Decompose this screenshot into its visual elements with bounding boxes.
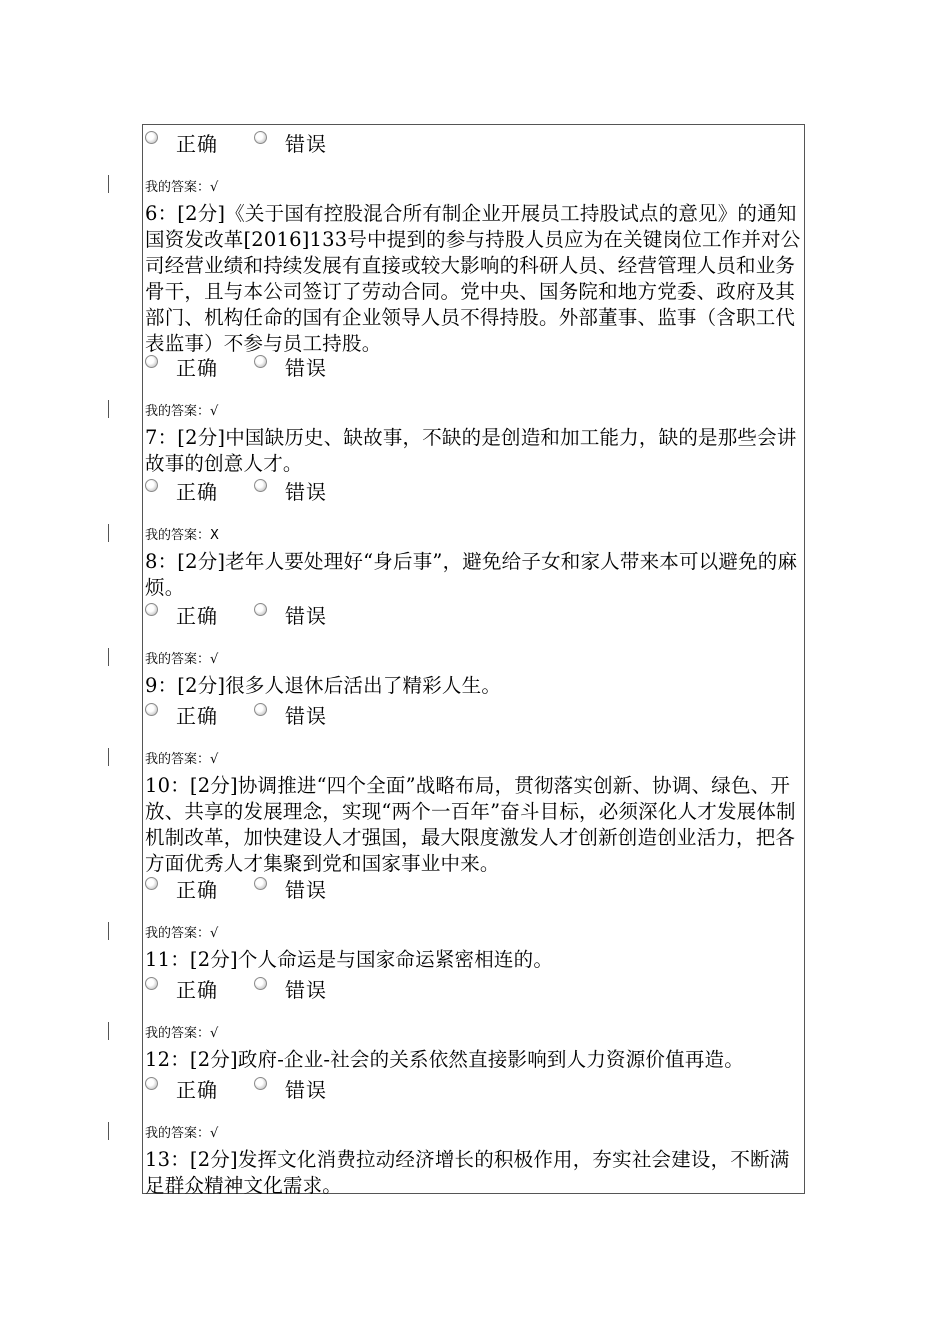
radio-wrong-6[interactable] bbox=[254, 355, 267, 368]
my-answer-11: 我的答案：√ bbox=[145, 1026, 219, 1041]
margin-mark bbox=[108, 648, 109, 666]
radio-wrong-5[interactable] bbox=[254, 131, 267, 144]
radio-correct-6[interactable] bbox=[145, 355, 158, 368]
radio-wrong-8[interactable] bbox=[254, 603, 267, 616]
quiz-frame bbox=[142, 124, 805, 1197]
options-row-6: 正确 错误 bbox=[145, 351, 363, 381]
radio-correct-7[interactable] bbox=[145, 479, 158, 492]
question-8: 8：[2分]老年人要处理好“身后事”，避免给子女和家人带来本可以避免的麻烦。 bbox=[145, 550, 798, 599]
option-label-wrong: 错误 bbox=[285, 131, 327, 156]
radio-wrong-9[interactable] bbox=[254, 703, 267, 716]
radio-correct-9[interactable] bbox=[145, 703, 158, 716]
options-row-7: 正确 错误 bbox=[145, 475, 363, 505]
my-answer-10: 我的答案：√ bbox=[145, 926, 219, 941]
question-12: 12：[2分]政府-企业-社会的关系依然直接影响到人力资源价值再造。 bbox=[145, 1048, 744, 1071]
question-6: 6：[2分]《关于国有控股混合所有制企业开展员工持股试点的意见》的通知 国资发改革[2016]133号中提到的参与持股人员应为在关键岗位工作并对公司经营业绩和持续发展有直接或较大影响的科研人员、经营管理人员和业务骨干，且与本公司签订了劳动合同。党中央、国务院和地方党委、政府及其部门、机构任命的国有企业领导人员不得持股。外部董事、监事（含职工代表监事）不参与员工持股。 bbox=[145, 202, 803, 355]
options-row-8: 正确 错误 bbox=[145, 599, 363, 629]
my-answer-7: 我的答案：X bbox=[145, 528, 219, 543]
radio-wrong-7[interactable] bbox=[254, 479, 267, 492]
radio-wrong-12[interactable] bbox=[254, 1077, 267, 1090]
margin-mark bbox=[108, 1122, 109, 1140]
radio-correct-8[interactable] bbox=[145, 603, 158, 616]
margin-mark bbox=[108, 524, 109, 542]
radio-wrong-11[interactable] bbox=[254, 977, 267, 990]
my-answer-6: 我的答案：√ bbox=[145, 404, 219, 419]
radio-correct-10[interactable] bbox=[145, 877, 158, 890]
options-row-5 bbox=[145, 127, 363, 157]
margin-mark bbox=[108, 175, 109, 193]
radio-correct-11[interactable] bbox=[145, 977, 158, 990]
margin-mark bbox=[108, 922, 109, 940]
options-row-12: 正确 错误 bbox=[145, 1073, 363, 1103]
margin-mark bbox=[108, 400, 109, 418]
radio-correct-12[interactable] bbox=[145, 1077, 158, 1090]
options-row-9: 正确 错误 bbox=[145, 699, 363, 729]
question-10: 10：[2分]协调推进“四个全面”战略布局，贯彻落实创新、协调、绿色、开放、共享的发展理念，实现“两个一百年”奋斗目标，必须深化人才发展体制机制改革，加快建设人才强国，最大限度激发人才创新创造创业活力，把各方面优秀人才集聚到党和国家事业中来。 bbox=[145, 774, 796, 875]
options-row-10: 正确 错误 bbox=[145, 873, 363, 903]
margin-mark bbox=[108, 1022, 109, 1040]
my-answer-9: 我的答案：√ bbox=[145, 752, 219, 767]
margin-mark bbox=[108, 748, 109, 766]
radio-wrong-10[interactable] bbox=[254, 877, 267, 890]
option-label-correct: 正确 bbox=[176, 131, 218, 156]
my-answer-5: 我的答案：√ bbox=[145, 180, 219, 195]
question-13: 13：[2分]发挥文化消费拉动经济增长的积极作用，夯实社会建设，不断满足群众精神文化需求。 bbox=[145, 1148, 790, 1197]
radio-correct-5[interactable] bbox=[145, 131, 158, 144]
question-11: 11：[2分]个人命运是与国家命运紧密相连的。 bbox=[145, 948, 554, 971]
question-9: 9：[2分]很多人退休后活出了精彩人生。 bbox=[145, 674, 502, 697]
my-answer-8: 我的答案：√ bbox=[145, 652, 219, 667]
question-7: 7：[2分]中国缺历史、缺故事，不缺的是创造和加工能力，缺的是那些会讲故事的创意人才。 bbox=[145, 426, 797, 475]
options-row-11: 正确 错误 bbox=[145, 973, 363, 1003]
my-answer-12: 我的答案：√ bbox=[145, 1126, 219, 1141]
